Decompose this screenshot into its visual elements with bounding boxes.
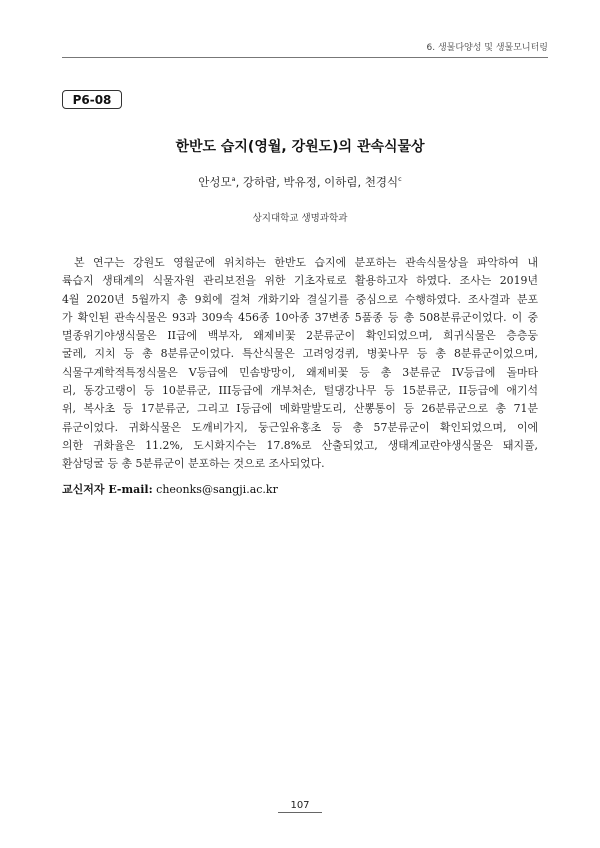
author-superscript: a xyxy=(231,175,236,184)
abstract-line: 4월 2020년 5월까지 총 9회에 걸쳐 개화기와 결실기를 중심으로 수행하였다. 조사결과 분포 xyxy=(62,292,538,306)
author-name: 강하람 xyxy=(242,175,277,189)
author-name: 이하림 xyxy=(324,175,358,189)
corresponding-author xyxy=(62,481,278,497)
page-number-wrapper xyxy=(0,800,600,811)
abstract-line: 가 확인된 관속식물은 93과 309속 456종 10아종 37변종 5품종 등 총 508분류군이었다. 이 중 xyxy=(62,310,538,324)
paper-title: 한반도 습지(영월, 강원도)의 관속식물상 xyxy=(175,139,425,155)
abstract-line: 위, 복사초 등 17분류군, 그리고 I등급에 메화말발도리, 산뽕통이 등 26분류군으로 총 71분 xyxy=(62,402,538,416)
author-name: 천경식 xyxy=(364,175,399,189)
abstract-line: 본 연구는 강원도 영월군에 위치하는 한반도 습지에 분포하는 관속식물상을 파악하여 내 xyxy=(74,256,538,269)
abstract-line: 륙습지 생태계의 식물자원 관리보전을 위한 기초자료로 활용하고자 하였다. 조사는 2019년 xyxy=(62,274,538,288)
page-number: 107 xyxy=(278,800,321,813)
contact-label: 교신저자 E-mail: xyxy=(62,483,153,496)
abstract-line: 굴레, 지치 등 총 8분류군이었다. 특산식물은 고려엉겅퀴, 병꽃나무 등 총 8분류군이었으며, xyxy=(62,347,538,361)
author-name: 박유정 xyxy=(283,175,317,189)
abstract-line: 리, 동강고랭이 등 10분류군, III등급에 개부처손, 털댕강나무 등 15분류군, II등급에 애기석 xyxy=(62,384,538,398)
author-superscript: c xyxy=(398,175,402,184)
running-header: 6. 생물다양성 및 생물모니터링 xyxy=(426,43,548,53)
abstract-line: 의한 귀화율은 11.2%, 도시화지수는 17.8%로 산출되었고, 생태계교란야생식물은 돼지풀, xyxy=(62,438,538,452)
abstract-line: 멸종위기야생식물은 II급에 백부자, 왜제비꽃 2분류군이 확인되었으며, 희귀식물은 층층둥 xyxy=(62,329,538,343)
author-name: 안성모 xyxy=(198,175,232,189)
poster-code-badge: P6-08 xyxy=(62,90,122,109)
abstract-body xyxy=(62,254,538,474)
abstract-line: 환삼덩굴 등 총 5분류군이 분포하는 것으로 조사되었다. xyxy=(62,457,325,471)
header-divider xyxy=(62,57,548,58)
abstract-line: 류군이었다. 귀화식물은 도깨비가지, 둥근잎유홍초 등 총 57분류군이 확인되었으며, 이에 xyxy=(62,420,538,434)
contact-email[interactable]: cheonks@sangji.ac.kr xyxy=(156,483,278,496)
author-list: 안성모$^a$, 강하람, 박유정, 이하림, 천경식$^c$ xyxy=(198,175,402,189)
abstract-line: 식물구계학적특정식물은 V등급에 민솜방망이, 왜제비꽃 등 총 3분류군 IV등급에 돌마타 xyxy=(62,365,538,379)
affiliation: 상지대학교 생명과학과 xyxy=(252,213,348,224)
